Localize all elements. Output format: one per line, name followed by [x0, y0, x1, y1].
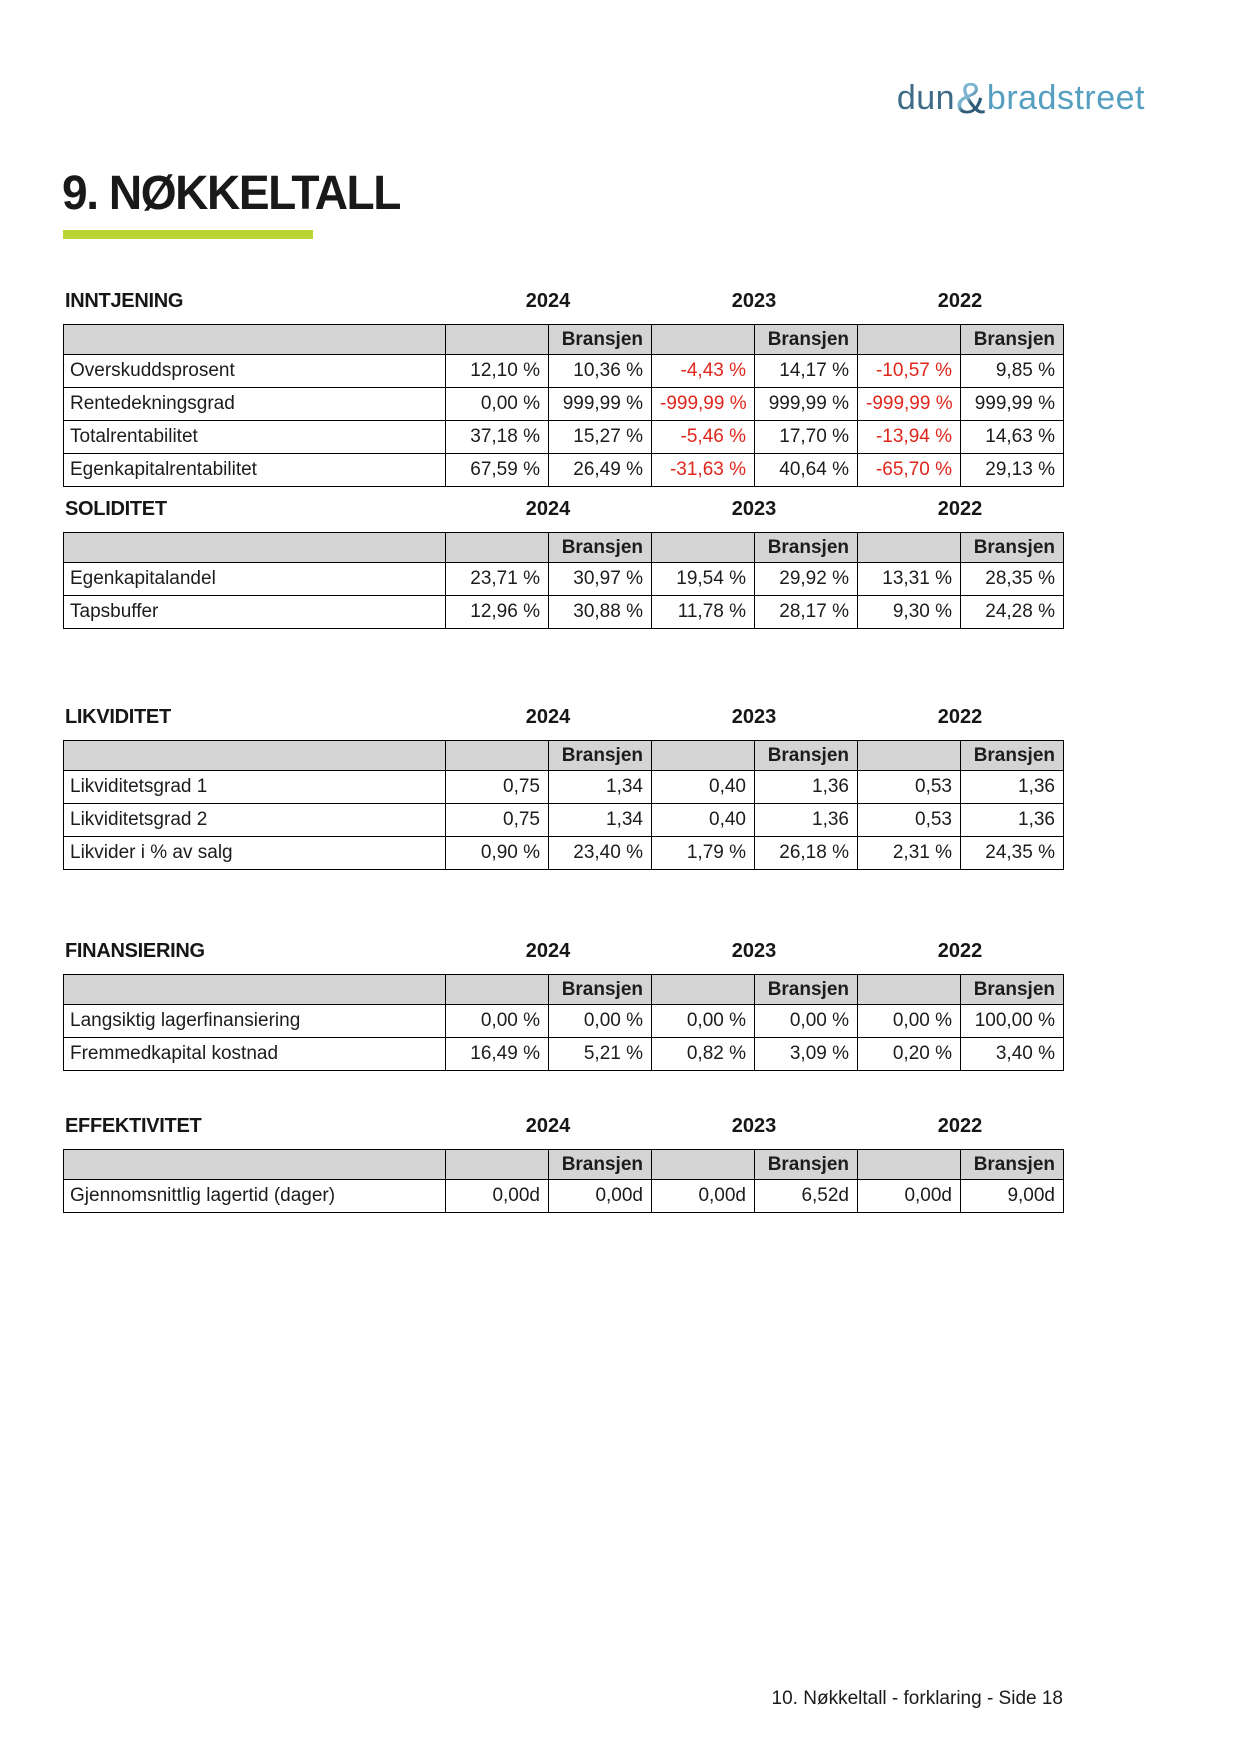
- section-header: [63, 498, 1063, 522]
- value-cell: 37,18 %: [446, 421, 549, 454]
- value-cell: -4,43 %: [652, 355, 755, 388]
- table-row: [64, 837, 1064, 870]
- value-cell: 17,70 %: [755, 421, 858, 454]
- table-header-row: [64, 975, 1064, 1005]
- value-cell: 14,63 %: [961, 421, 1064, 454]
- value-cell: 1,34: [549, 771, 652, 804]
- value-cell: 29,13 %: [961, 454, 1064, 487]
- value-cell: 0,90 %: [446, 837, 549, 870]
- value-cell: 999,99 %: [549, 388, 652, 421]
- table-header-row: [64, 741, 1064, 771]
- company-header-cell: [858, 533, 961, 563]
- year-label: 2023: [731, 940, 777, 962]
- page-title: 9. NØKKELTALL: [62, 167, 400, 220]
- logo-text-dun: dun: [896, 79, 956, 117]
- value-cell: 6,52d: [755, 1180, 858, 1213]
- year-label: 2024: [525, 498, 571, 520]
- company-header-cell: [446, 741, 549, 771]
- section-header: [63, 290, 1063, 314]
- row-label: Likviditetsgrad 1: [64, 771, 446, 804]
- value-cell: 5,21 %: [549, 1038, 652, 1071]
- section-table: [63, 1149, 1064, 1213]
- empty-header-cell: [64, 975, 446, 1005]
- value-cell: 40,64 %: [755, 454, 858, 487]
- bransjen-header-cell: Bransjen: [755, 325, 858, 355]
- row-label: Rentedekningsgrad: [64, 388, 446, 421]
- value-cell: -65,70 %: [858, 454, 961, 487]
- section-effektivitet: [63, 1115, 1063, 1213]
- value-cell: 3,09 %: [755, 1038, 858, 1071]
- year-label: 2024: [525, 1115, 571, 1137]
- row-label: Egenkapitalrentabilitet: [64, 454, 446, 487]
- section-title: LIKVIDITET: [65, 706, 171, 728]
- row-label: Langsiktig lagerfinansiering: [64, 1005, 446, 1038]
- value-cell: 10,36 %: [549, 355, 652, 388]
- bransjen-header-cell: Bransjen: [549, 1150, 652, 1180]
- value-cell: 999,99 %: [755, 388, 858, 421]
- empty-header-cell: [64, 533, 446, 563]
- section-soliditet: [63, 498, 1063, 629]
- value-cell: 23,40 %: [549, 837, 652, 870]
- table-row: [64, 1038, 1064, 1071]
- bransjen-header-cell: Bransjen: [549, 325, 652, 355]
- year-label: 2023: [731, 498, 777, 520]
- table-row: [64, 804, 1064, 837]
- row-label: Egenkapitalandel: [64, 563, 446, 596]
- value-cell: 2,31 %: [858, 837, 961, 870]
- value-cell: 16,49 %: [446, 1038, 549, 1071]
- value-cell: 9,85 %: [961, 355, 1064, 388]
- value-cell: 0,00 %: [755, 1005, 858, 1038]
- company-header-cell: [652, 975, 755, 1005]
- value-cell: 0,82 %: [652, 1038, 755, 1071]
- value-cell: 0,53: [858, 771, 961, 804]
- bransjen-header-cell: Bransjen: [961, 325, 1064, 355]
- value-cell: 0,20 %: [858, 1038, 961, 1071]
- company-header-cell: [652, 325, 755, 355]
- company-header-cell: [858, 325, 961, 355]
- value-cell: 13,31 %: [858, 563, 961, 596]
- section-title: SOLIDITET: [65, 498, 167, 520]
- company-header-cell: [858, 741, 961, 771]
- empty-header-cell: [64, 325, 446, 355]
- section-table: [63, 974, 1064, 1071]
- value-cell: 0,00d: [858, 1180, 961, 1213]
- value-cell: -10,57 %: [858, 355, 961, 388]
- company-header-cell: [652, 741, 755, 771]
- section-header: [63, 940, 1063, 964]
- value-cell: 0,00 %: [652, 1005, 755, 1038]
- empty-header-cell: [64, 1150, 446, 1180]
- value-cell: -999,99 %: [652, 388, 755, 421]
- company-header-cell: [446, 533, 549, 563]
- year-label: 2022: [937, 290, 983, 312]
- bransjen-header-cell: Bransjen: [961, 533, 1064, 563]
- section-title: EFFEKTIVITET: [65, 1115, 202, 1137]
- value-cell: 0,00d: [446, 1180, 549, 1213]
- value-cell: -13,94 %: [858, 421, 961, 454]
- value-cell: -31,63 %: [652, 454, 755, 487]
- bransjen-header-cell: Bransjen: [755, 741, 858, 771]
- value-cell: 0,00 %: [446, 388, 549, 421]
- company-header-cell: [446, 1150, 549, 1180]
- value-cell: 0,00 %: [549, 1005, 652, 1038]
- section-inntjening: [63, 290, 1063, 487]
- section-finansiering: [63, 940, 1063, 1071]
- company-header-cell: [652, 1150, 755, 1180]
- bransjen-header-cell: Bransjen: [755, 533, 858, 563]
- value-cell: 19,54 %: [652, 563, 755, 596]
- value-cell: 1,34: [549, 804, 652, 837]
- table-header-row: [64, 325, 1064, 355]
- year-label: 2023: [731, 1115, 777, 1137]
- section-likviditet: [63, 706, 1063, 870]
- bransjen-header-cell: Bransjen: [549, 741, 652, 771]
- logo-text-bradstreet: bradstreet: [986, 79, 1145, 117]
- value-cell: 0,75: [446, 804, 549, 837]
- value-cell: 23,71 %: [446, 563, 549, 596]
- value-cell: 1,36: [755, 804, 858, 837]
- company-header-cell: [652, 533, 755, 563]
- section-table: [63, 532, 1064, 629]
- value-cell: 9,30 %: [858, 596, 961, 629]
- value-cell: 11,78 %: [652, 596, 755, 629]
- section-table: [63, 324, 1064, 487]
- value-cell: 3,40 %: [961, 1038, 1064, 1071]
- bransjen-header-cell: Bransjen: [755, 975, 858, 1005]
- bransjen-header-cell: Bransjen: [961, 741, 1064, 771]
- year-label: 2022: [937, 940, 983, 962]
- year-label: 2024: [525, 940, 571, 962]
- value-cell: 0,53: [858, 804, 961, 837]
- value-cell: 26,18 %: [755, 837, 858, 870]
- year-label: 2022: [937, 498, 983, 520]
- value-cell: 0,40: [652, 804, 755, 837]
- row-label: Gjennomsnittlig lagertid (dager): [64, 1180, 446, 1213]
- bransjen-header-cell: Bransjen: [549, 533, 652, 563]
- value-cell: 1,79 %: [652, 837, 755, 870]
- value-cell: -999,99 %: [858, 388, 961, 421]
- value-cell: 67,59 %: [446, 454, 549, 487]
- value-cell: 15,27 %: [549, 421, 652, 454]
- value-cell: 0,00d: [652, 1180, 755, 1213]
- table-row: [64, 1005, 1064, 1038]
- value-cell: 12,96 %: [446, 596, 549, 629]
- value-cell: 100,00 %: [961, 1005, 1064, 1038]
- value-cell: 29,92 %: [755, 563, 858, 596]
- title-accent-bar: [63, 230, 313, 239]
- row-label: Likviditetsgrad 2: [64, 804, 446, 837]
- year-label: 2024: [525, 290, 571, 312]
- value-cell: 30,97 %: [549, 563, 652, 596]
- value-cell: 14,17 %: [755, 355, 858, 388]
- value-cell: 24,28 %: [961, 596, 1064, 629]
- dun-bradstreet-logo: [897, 74, 1145, 124]
- table-row: [64, 563, 1064, 596]
- table-row: [64, 596, 1064, 629]
- year-label: 2022: [937, 1115, 983, 1137]
- table-row: [64, 388, 1064, 421]
- value-cell: 0,40: [652, 771, 755, 804]
- value-cell: 1,36: [755, 771, 858, 804]
- row-label: Fremmedkapital kostnad: [64, 1038, 446, 1071]
- value-cell: -5,46 %: [652, 421, 755, 454]
- row-label: Likvider i % av salg: [64, 837, 446, 870]
- table-header-row: [64, 533, 1064, 563]
- value-cell: 30,88 %: [549, 596, 652, 629]
- table-row: [64, 454, 1064, 487]
- page-footer: 10. Nøkkeltall - forklaring - Side 18: [771, 1688, 1063, 1709]
- value-cell: 28,17 %: [755, 596, 858, 629]
- value-cell: 1,36: [961, 771, 1064, 804]
- year-label: 2024: [525, 706, 571, 728]
- company-header-cell: [858, 975, 961, 1005]
- empty-header-cell: [64, 741, 446, 771]
- bransjen-header-cell: Bransjen: [961, 1150, 1064, 1180]
- value-cell: 1,36: [961, 804, 1064, 837]
- year-label: 2023: [731, 290, 777, 312]
- value-cell: 24,35 %: [961, 837, 1064, 870]
- table-row: [64, 771, 1064, 804]
- logo-ampersand-icon: &: [956, 74, 986, 123]
- row-label: Overskuddsprosent: [64, 355, 446, 388]
- row-label: Totalrentabilitet: [64, 421, 446, 454]
- value-cell: 0,75: [446, 771, 549, 804]
- value-cell: 0,00 %: [446, 1005, 549, 1038]
- bransjen-header-cell: Bransjen: [961, 975, 1064, 1005]
- company-header-cell: [446, 975, 549, 1005]
- value-cell: 0,00 %: [858, 1005, 961, 1038]
- company-header-cell: [446, 325, 549, 355]
- section-title: FINANSIERING: [65, 940, 205, 962]
- section-title: INNTJENING: [65, 290, 184, 312]
- section-header: [63, 706, 1063, 730]
- section-header: [63, 1115, 1063, 1139]
- section-table: [63, 740, 1064, 870]
- value-cell: 9,00d: [961, 1180, 1064, 1213]
- table-header-row: [64, 1150, 1064, 1180]
- table-row: [64, 421, 1064, 454]
- value-cell: 12,10 %: [446, 355, 549, 388]
- value-cell: 999,99 %: [961, 388, 1064, 421]
- table-row: [64, 355, 1064, 388]
- value-cell: 28,35 %: [961, 563, 1064, 596]
- row-label: Tapsbuffer: [64, 596, 446, 629]
- bransjen-header-cell: Bransjen: [755, 1150, 858, 1180]
- table-row: [64, 1180, 1064, 1213]
- bransjen-header-cell: Bransjen: [549, 975, 652, 1005]
- year-label: 2023: [731, 706, 777, 728]
- year-label: 2022: [937, 706, 983, 728]
- value-cell: 0,00d: [549, 1180, 652, 1213]
- value-cell: 26,49 %: [549, 454, 652, 487]
- company-header-cell: [858, 1150, 961, 1180]
